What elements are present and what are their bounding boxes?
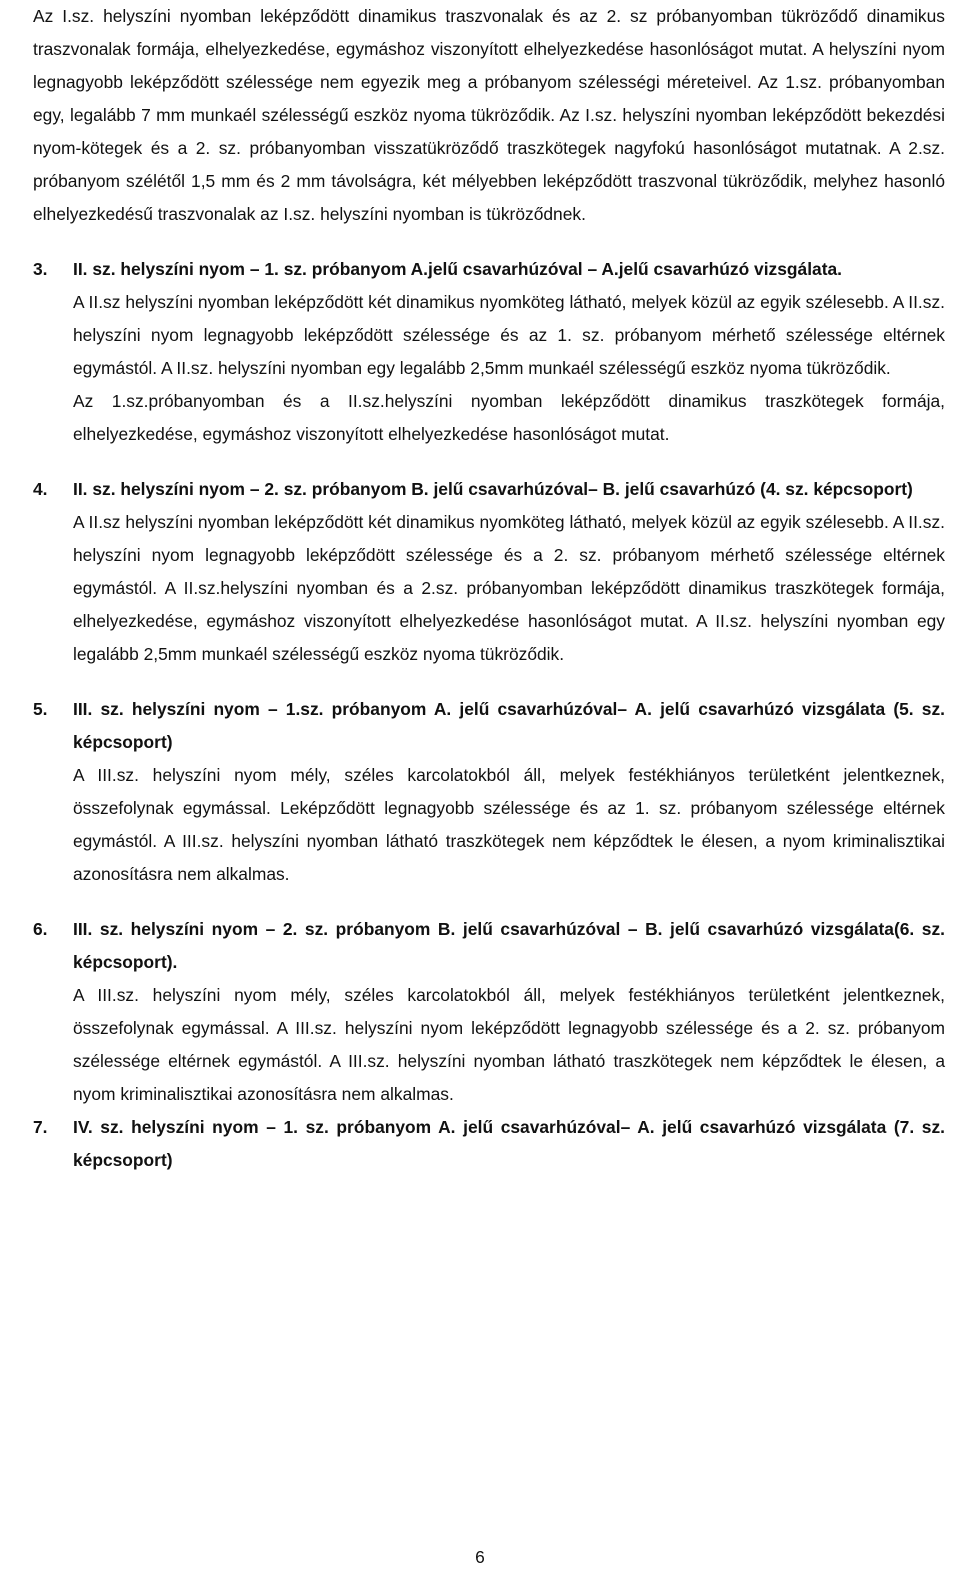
section-body [33,979,945,1111]
section-title: IV. sz. helyszíni nyom – 1. sz. próbanyom A. jelű csavarhúzóval– A. jelű csavarhúzó vizsgálata (7. sz. képcsoport) [73,1117,945,1170]
section-3 [33,253,945,451]
section-body [33,286,945,451]
section-number: 5. [33,699,48,719]
section-number: 6. [33,919,48,939]
section-body [33,506,945,671]
document-page [33,0,945,1177]
section-title: III. sz. helyszíni nyom – 1.sz. próbanyom A. jelű csavarhúzóval– A. jelű csavarhúzó vizsgálata (5. sz. képcsoport) [73,699,945,752]
section-paragraph: A II.sz helyszíni nyomban leképződött két dinamikus nyomköteg látható, melyek közül az egyik szélesebb. A II.sz. helyszíni nyom legnagyobb leképződött szélessége és az 1. sz. próbanyom mérhető szélessége eltérnek egymástól. A II.sz. helyszíni nyomban egy legalább 2,5mm munkaél szélességű eszköz nyoma tükröződik. [73,292,945,378]
section-paragraph: Az 1.sz.próbanyomban és a II.sz.helyszíni nyomban leképződött dinamikus traszkötegek formája, elhelyezkedése, egymáshoz viszonyított elhelyezkedése hasonlóságot mutat. [73,391,945,444]
section-5 [33,693,945,891]
section-paragraph: A III.sz. helyszíni nyom mély, széles karcolatokból áll, melyek festékhiányos területként jelentkeznek, összefolynak egymással. Leképződött legnagyobb szélessége és az 1. sz. próbanyom szélessége eltérnek egymástól. A III.sz. helyszíni nyomban látható traszkötegek nem képződtek le élesen, a nyom kriminalisztikai azonosításra nem alkalmas. [73,765,945,884]
page-number: 6 [475,1547,485,1567]
section-body [33,759,945,891]
section-6 [33,913,945,1111]
section-heading [33,1111,945,1177]
section-heading [33,913,945,979]
section-7 [33,1111,945,1177]
section-heading [33,473,945,506]
section-4 [33,473,945,671]
intro-paragraph: Az I.sz. helyszíni nyomban leképződött dinamikus traszvonalak és az 2. sz próbanyomban tükröződő dinamikus traszvonalak formája, elhelyezkedése, egymáshoz viszonyított elhelyezkedése hasonlóságot mutat. A helyszíni nyom legnagyobb leképződött szélessége nem egyezik meg a próbanyom szélességi méreteivel. Az 1.sz. próbanyomban egy, legalább 7 mm munkaél szélességű eszköz nyoma tükröződik. Az I.sz. helyszíni nyomban leképződött bekezdési nyom-kötegek és a 2. sz. próbanyomban visszatükröződő traszkötegek nagyfokú hasonlóságot mutatnak. A 2.sz. próbanyom szélétől 1,5 mm és 2 mm távolságra, két mélyebben leképződött traszvonal tükröződik, melyhez hasonló elhelyezkedésű traszvonalak az I.sz. helyszíni nyomban is tükröződnek. [33,6,945,224]
section-number: 4. [33,479,48,499]
section-title: III. sz. helyszíni nyom – 2. sz. próbanyom B. jelű csavarhúzóval – B. jelű csavarhúzó vizsgálata(6. sz. képcsoport). [73,919,945,972]
section-title: II. sz. helyszíni nyom – 1. sz. próbanyom A.jelű csavarhúzóval – A.jelű csavarhúzó vizsgálata. [73,259,843,279]
section-title: II. sz. helyszíni nyom – 2. sz. próbanyom B. jelű csavarhúzóval– B. jelű csavarhúzó (4. sz. képcsoport) [73,479,913,499]
section-heading [33,253,945,286]
section-paragraph: A III.sz. helyszíni nyom mély, széles karcolatokból áll, melyek festékhiányos területként jelentkeznek, összefolynak egymással. A III.sz. helyszíni nyom leképződött legnagyobb szélessége és a 2. sz. próbanyom szélessége eltérnek egymástól. A III.sz. helyszíni nyomban látható traszkötegek nem képződtek le élesen, a nyom kriminalisztikai azonosításra nem alkalmas. [73,985,945,1104]
section-number: 7. [33,1117,48,1137]
section-paragraph: A II.sz helyszíni nyomban leképződött két dinamikus nyomköteg látható, melyek közül az egyik szélesebb. A II.sz. helyszíni nyom legnagyobb leképződött szélessége és a 2. sz. próbanyom mérhető szélessége eltérnek egymástól. A II.sz.helyszíni nyomban és a 2.sz. próbanyomban leképződött dinamikus traszkötegek formája, elhelyezkedése, egymáshoz viszonyított elhelyezkedése hasonlóságot mutat. A II.sz. helyszíni nyomban egy legalább 2,5mm munkaél szélességű eszköz nyoma tükröződik. [73,512,945,664]
section-heading [33,693,945,759]
section-number: 3. [33,259,48,279]
